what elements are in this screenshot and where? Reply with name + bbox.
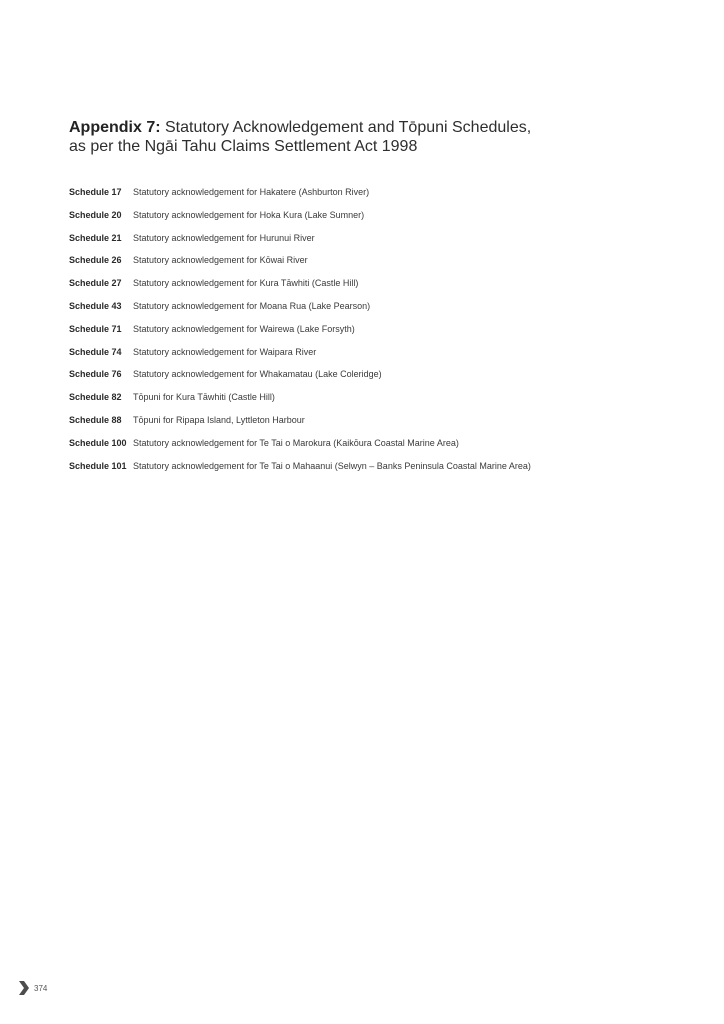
schedule-number: Schedule 27 xyxy=(69,278,122,289)
schedule-row xyxy=(69,368,689,391)
schedule-description: Statutory acknowledgement for Hakatere (Ashburton River) xyxy=(133,187,370,197)
schedule-number: Schedule 100 xyxy=(69,437,127,448)
schedule-list xyxy=(69,186,689,482)
schedule-number: Schedule 76 xyxy=(69,369,122,380)
page-number: 374 xyxy=(34,983,48,993)
schedule-description: Statutory acknowledgement for Kōwai River xyxy=(133,255,308,266)
schedule-description: Statutory acknowledgement for Hoka Kura (Lake Sumner) xyxy=(133,209,365,220)
schedule-row xyxy=(69,186,689,209)
page-footer xyxy=(18,981,47,995)
schedule-number: Schedule 20 xyxy=(69,209,122,220)
schedule-row xyxy=(69,414,689,437)
schedule-number: Schedule 21 xyxy=(69,232,122,243)
chevron-right-icon xyxy=(18,981,30,995)
title-line-2: as per the Ngāi Tahu Claims Settlement Act 1998 xyxy=(69,138,418,155)
schedule-row xyxy=(69,437,689,460)
schedule-description: Statutory acknowledgement for Waipara River xyxy=(133,346,317,357)
schedule-description: Tōpuni for Kura Tāwhiti (Castle Hill) xyxy=(133,392,275,403)
schedule-number: Schedule 26 xyxy=(69,255,122,266)
schedule-description: Statutory acknowledgement for Te Tai o Mahaanui (Selwyn – Banks Peninsula Coastal Marine Area) xyxy=(133,460,531,471)
schedule-description: Statutory acknowledgement for Whakamatau (Lake Coleridge) xyxy=(133,369,382,380)
schedule-number: Schedule 71 xyxy=(69,323,122,334)
schedule-description: Statutory acknowledgement for Te Tai o Marokura (Kaikōura Coastal Marine Area) xyxy=(133,437,459,448)
schedule-row xyxy=(69,300,689,323)
schedule-row xyxy=(69,254,689,277)
page-title xyxy=(69,118,669,156)
appendix-label: Appendix 7: xyxy=(69,119,161,136)
schedule-row xyxy=(69,209,689,232)
schedule-number: Schedule 43 xyxy=(69,300,122,311)
schedule-number: Schedule 17 xyxy=(69,187,122,197)
schedule-number: Schedule 74 xyxy=(69,346,122,357)
schedule-number: Schedule 88 xyxy=(69,414,122,425)
schedule-description: Tōpuni for Ripapa Island, Lyttleton Harbour xyxy=(133,414,305,425)
title-line-1: Statutory Acknowledgement and Tōpuni Schedules, xyxy=(160,119,532,136)
schedule-description: Statutory acknowledgement for Hurunui River xyxy=(133,232,315,243)
schedule-row xyxy=(69,323,689,346)
schedule-row xyxy=(69,346,689,369)
schedule-description: Statutory acknowledgement for Wairewa (Lake Forsyth) xyxy=(133,323,355,334)
schedule-number: Schedule 101 xyxy=(69,460,127,471)
schedule-number: Schedule 82 xyxy=(69,392,122,403)
schedule-row xyxy=(69,391,689,414)
schedule-description: Statutory acknowledgement for Kura Tāwhiti (Castle Hill) xyxy=(133,278,359,289)
schedule-row xyxy=(69,460,689,483)
schedule-row xyxy=(69,232,689,255)
schedule-row xyxy=(69,277,689,300)
schedule-description: Statutory acknowledgement for Moana Rua (Lake Pearson) xyxy=(133,300,371,311)
